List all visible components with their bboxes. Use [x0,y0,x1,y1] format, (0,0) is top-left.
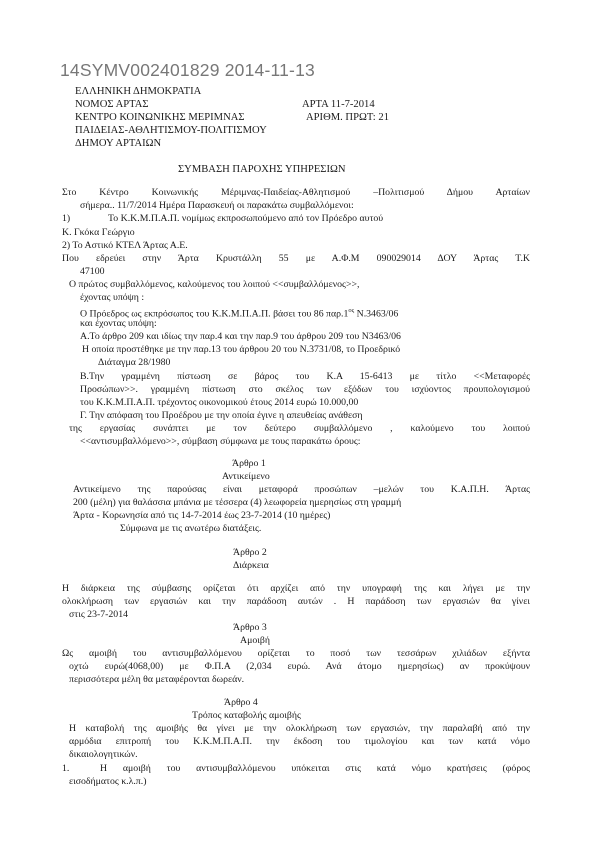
article-title: Τρόπος καταβολής αμοιβής [192,710,301,721]
body-line: Που εδρεύει στην Άρτα Κρυστάλλη 55 με Α.Φ.Μ 090029014 ΔΟΥ Άρτας Τ.Κ [62,253,530,264]
header-municipality: ΔΗΜΟΥ ΑΡΤΑΙΩΝ [75,138,162,149]
body-line: της εργασίας συνάπτει με τον δεύτερο συμβαλλόμενο , καλούμενο του λοιπού [69,423,530,434]
header-department: ΠΑΙΔΕΙΑΣ-ΑΘΛΗΤΙΣΜΟΥ-ΠΟΛΙΤΙΣΜΟΥ [75,125,267,136]
body-line: σήμερα.. 11/7/2014 Ημέρα Παρασκευή οι παρακάτω συμβαλλόμενοι: [80,200,354,211]
body-line: 47100 [80,266,105,277]
body-line: Β.Την γραμμένη πίστωση σε βάρος του Κ.Α 15-6413 με τίτλο <<Μεταφορές [80,371,530,382]
body-line: Η οποία προστέθηκε με την παρ.13 του άρθρου 20 του Ν.3731/08, το Προεδρικό [82,344,401,355]
body-line: Ο πρώτος συμβαλλόμενος, καλούμενος του λοιπού <<συμβαλλόμενος>>, [69,279,360,290]
document-title: ΣΥΜΒΑΣΗ ΠΑΡΟΧΗΣ ΥΠΗΡΕΣΙΩΝ [178,164,346,175]
body-line: στις 23-7-2014 [69,609,128,620]
body-line: 200 (μέλη) για θαλάσσια μπάνια με τέσσερα (4) λεωφορεία ημερησίως στη γραμμή [73,497,402,508]
body-line: δικαιολογητικών. [69,749,138,760]
body-line: 2) Το Αστικό ΚΤΕΛ Άρτας Α.Ε. [62,240,188,251]
article-heading: Άρθρο 3 [233,622,267,633]
body-line: και έχοντας υπόψη: [80,318,157,329]
article-title: Αντικείμενο [222,471,270,482]
body-line: αρμόδια επιτροπή του Κ.Κ.Μ.Π.Α.Π. την έκδοση του τιμολογίου και των κατά νόμο [69,736,530,747]
body-line: Κ. Γκόκα Γεώργιο [62,227,135,238]
body-line: ολοκλήρωση των εργασιών και την παράδοση αυτών . Η παράδοση των εργασιών θα γίνει [62,596,530,607]
body-line: περισσότερα μέλη θα μεταφέρονται δωρεάν. [69,674,245,685]
body-text: Ο Πρόεδρος ως εκπρόσωπος του Κ.Κ.Μ.Π.Α.Π. βάσει του 86 παρ.1 [80,308,349,320]
body-line: Η διάρκεια της σύμβασης ορίζεται ότι αρχίζει από την υπογραφή της και λήγει με την [62,583,530,594]
body-line: εισοδήματος κ.λ.π.) [69,776,147,787]
header-republic: ΕΛΛΗΝΙΚΗ ΔΗΜΟΚΡΑΤΙΑ [75,86,202,97]
body-line: οχτώ ευρώ(4068,00) με Φ.Π.Α (2,034 ευρώ. Ανά άτομο ημερησίως) αν προκύψουν [69,661,530,672]
body-line: <<αντισυμβαλλόμενο>>, σύμβαση σύμφωνα με τους παρακάτω όρους: [80,436,361,447]
article-heading: Άρθρο 4 [224,697,258,708]
body-line: Η καταβολή της αμοιβής θα γίνει με την ολοκλήρωση των εργασιών, την παραλαβή από την [69,723,530,734]
body-line: Γ. Την απόφαση του Προέδρου με την οποία έγινε η απευθείας ανάθεση [80,410,363,421]
body-line: Διάταγμα 28/1980 [98,357,171,368]
body-line: Το Κ.Κ.Μ.Π.Α.Π. νομίμως εκπροσωπούμενο από τον Πρόεδρο αυτού [108,213,384,224]
ordinal-superscript: ος [348,307,355,314]
header-prefecture: ΝΟΜΟΣ ΑΡΤΑΣ [75,99,149,110]
article-title: Αμοιβή [240,635,270,646]
body-line: Αντικείμενο της παρούσας είναι μεταφορά προσώπων –μελών του Κ.Α.Π.Η. Άρτας [73,484,530,495]
body-line: Στο Κέντρο Κοινωνικής Μέριμνας-Παιδείας-Αθλητισμού –Πολιτισμού Δήμου Αρταίων [62,187,530,198]
list-number: 1. [62,763,70,774]
list-number: 1) [62,213,71,224]
body-line: του Κ.Κ.Μ.Π.Α.Π. τρέχοντος οικονομικού έτους 2014 ευρώ 10.000,00 [80,397,359,408]
body-line: Άρτα - Κορωνησία από τις 14-7-2014 έως 23-7-2014 (10 ημέρες) [73,510,331,521]
article-heading: Άρθρο 2 [233,547,267,558]
body-line: Η αμοιβή του αντισυμβαλλόμενου υπόκειται στις κατά νόμο κρατήσεις (φόρος [100,763,530,774]
body-line: Ως αμοιβή του αντισυμβαλλόμενου ορίζεται το ποσό των τεσσάρων χιλιάδων εξήντα [62,648,530,659]
header-protocol: ΑΡΙΘΜ. ΠΡΩΤ: 21 [306,112,389,123]
header-date: ΑΡΤΑ 11-7-2014 [302,99,375,110]
header-center: ΚΕΝΤΡΟ ΚΟΙΝΩΝΙΚΗΣ ΜΕΡΙΜΝΑΣ [75,112,245,123]
body-text: Ν.3463/06 [354,308,399,320]
ada-watermark: 14SYMV002401829 2014-11-13 [60,60,315,80]
body-line: Α.Το άρθρο 209 και ιδίως την παρ.4 και την παρ.9 του άρθρου 209 του Ν3463/06 [80,331,401,342]
article-title: Διάρκεια [233,560,269,571]
body-line: Σύμφωνα με τις ανωτέρω διατάξεις. [120,523,262,534]
body-line: έχοντας υπόψη : [80,292,145,303]
article-heading: Άρθρο 1 [232,458,266,469]
body-line: Προσώπων>>. γραμμένη πίστωση στο σκέλος των εξόδων του ισχύοντος προυπολογισμού [80,384,530,395]
